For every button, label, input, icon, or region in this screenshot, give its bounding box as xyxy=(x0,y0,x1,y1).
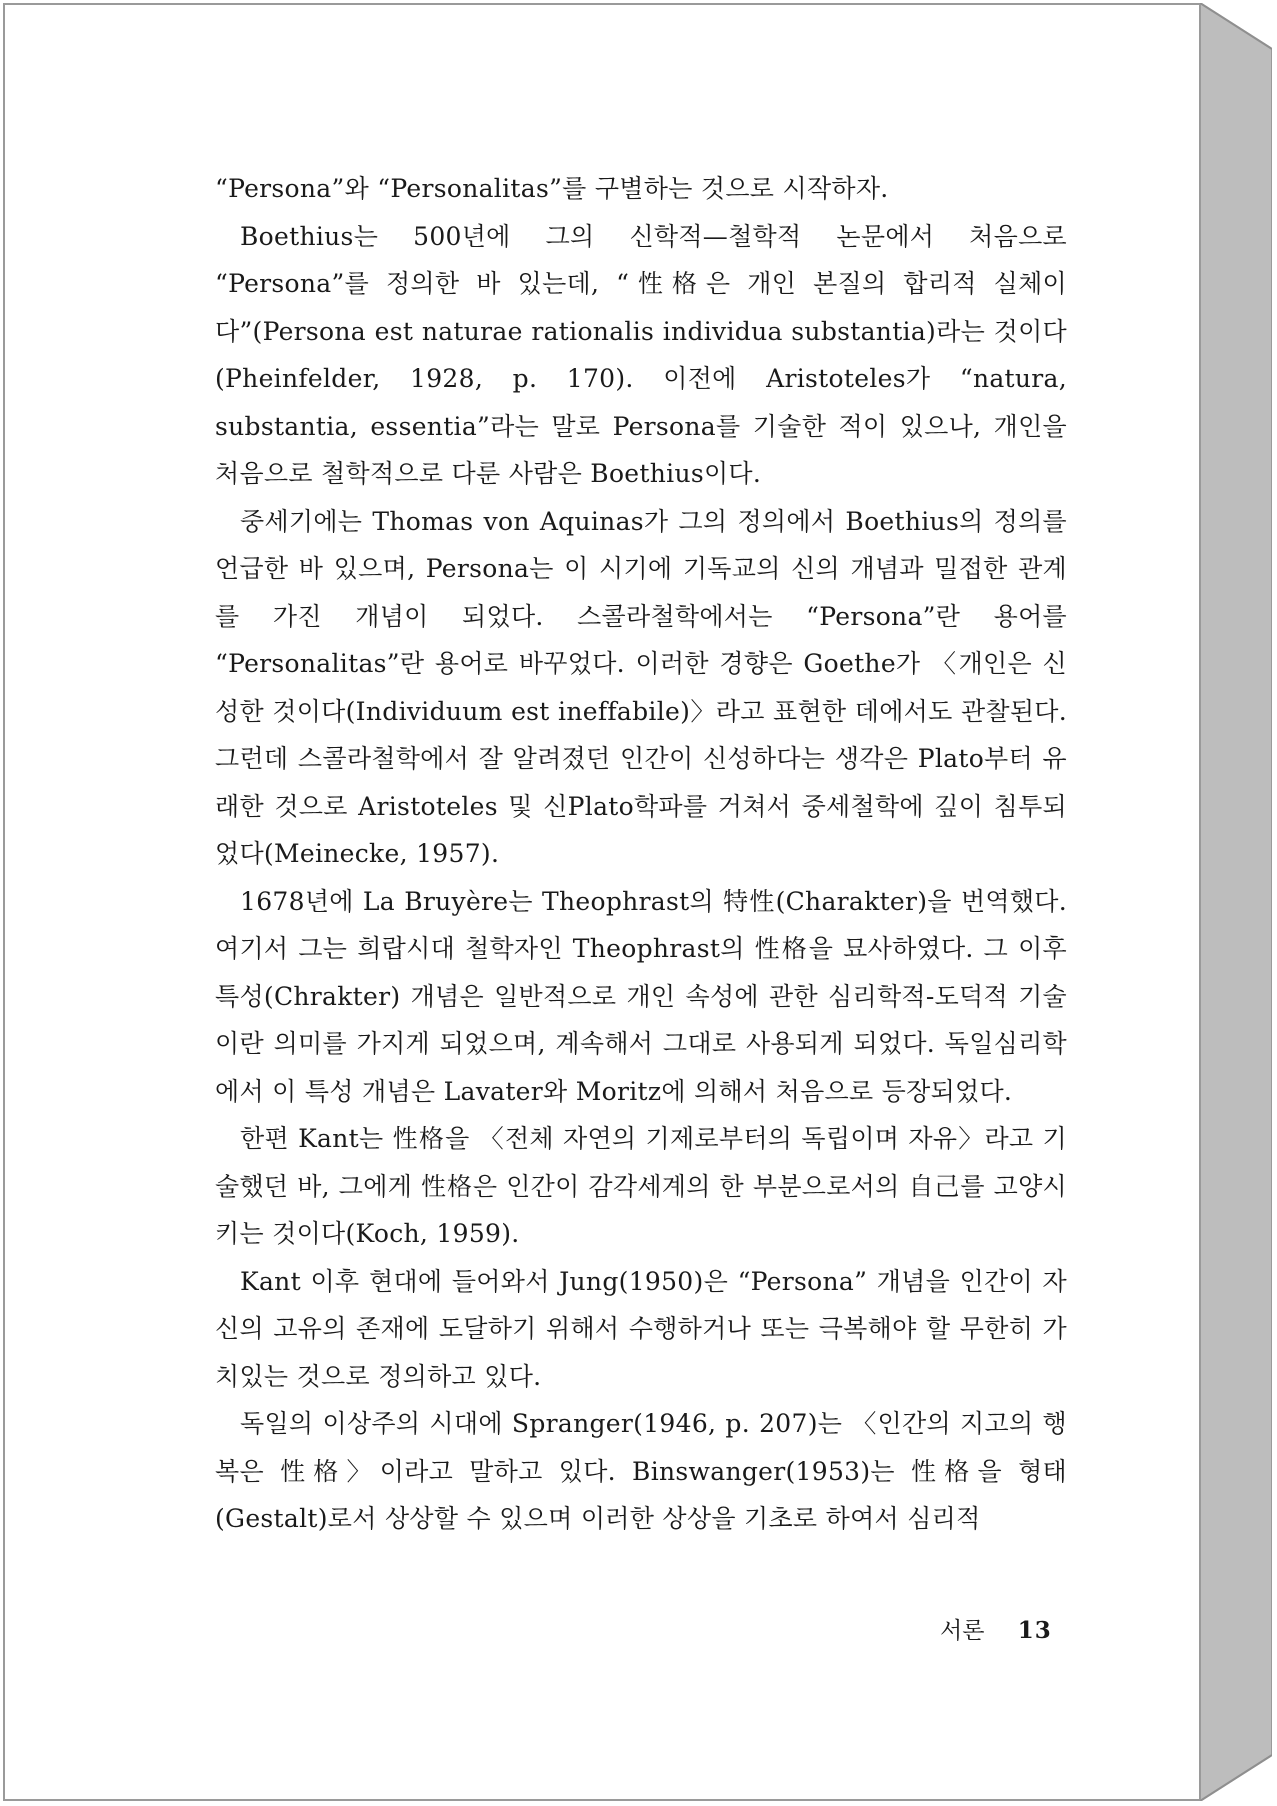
paragraph-2: Boethius는 500년에 그의 신학적—철학적 논문에서 처음으로 “Persona”를 정의한 바 있는데, “性格은 개인 본질의 합리적 실체이다”(Persona est naturae rationalis individua substantia)라는 것이다 (Pheinfelder, 1928, p. 170). 이전에 Aristoteles가 “natura, substantia, essentia”라는 말로 Persona를 기술한 적이 있으나, 개인을 처음으로 철학적으로 다룬 사람은 Boethius이다. xyxy=(215,221,1067,488)
paragraph-6: Kant 이후 현대에 들어와서 Jung(1950)은 “Persona” 개념을 인간이 자신의 고유의 존재에 도달하기 위해서 수행하거나 또는 극복해야 할 무한히 가치있는 것으로 정의하고 있다. xyxy=(215,1266,1067,1391)
page-footer xyxy=(940,1612,1052,1645)
paragraph-5: 한편 Kant는 性格을 〈전체 자연의 기제로부터의 독립이며 자유〉라고 기술했던 바, 그에게 性格은 인간이 감각세계의 한 부분으로서의 自己를 고양시키는 것이다(Koch, 1959). xyxy=(215,1124,1067,1248)
section-title: 서론 xyxy=(940,1618,985,1644)
paragraph-1: “Persona”와 “Personalitas”를 구별하는 것으로 시작하자. xyxy=(215,174,889,203)
page-edge-stack xyxy=(1200,3,1272,1801)
body-text xyxy=(215,165,1067,1543)
paragraph-3: 중세기에는 Thomas von Aquinas가 그의 정의에서 Boethius의 정의를 언급한 바 있으며, Persona는 이 시기에 기독교의 신의 개념과 밀접한 관계를 가진 개념이 되었다. 스콜라철학에서는 “Persona”란 용어를 “Personalitas”란 용어로 바꾸었다. 이러한 경향은 Goethe가 〈개인은 신성한 것이다(Individuum est ineffabile)〉라고 표현한 데에서도 관찰된다. 그런데 스콜라철학에서 잘 알려졌던 인간이 신성하다는 생각은 Plato부터 유래한 것으로 Aristoteles 및 신Plato학파를 거쳐서 중세철학에 깊이 침투되었다(Meinecke, 1957). xyxy=(215,506,1067,868)
page-number: 13 xyxy=(1017,1617,1052,1644)
paragraph-4: 1678년에 La Bruyère는 Theophrast의 特性(Charakter)을 번역했다. 여기서 그는 희랍시대 철학자인 Theophrast의 性格을 묘사하였다. 그 이후 특성(Chrakter) 개념은 일반적으로 개인 속성에 관한 심리학적-도덕적 기술이란 의미를 가지게 되었으며, 계속해서 그대로 사용되게 되었다. 독일심리학에서 이 특성 개념은 Lavater와 Moritz에 의해서 처음으로 등장되었다. xyxy=(215,886,1067,1106)
paragraph-7: 독일의 이상주의 시대에 Spranger(1946, p. 207)는 〈인간의 지고의 행복은 性格〉이라고 말하고 있다. Binswanger(1953)는 性格을 형태(Gestalt)로서 상상할 수 있으며 이러한 상상을 기초로 하여서 심리적 xyxy=(215,1409,1067,1533)
